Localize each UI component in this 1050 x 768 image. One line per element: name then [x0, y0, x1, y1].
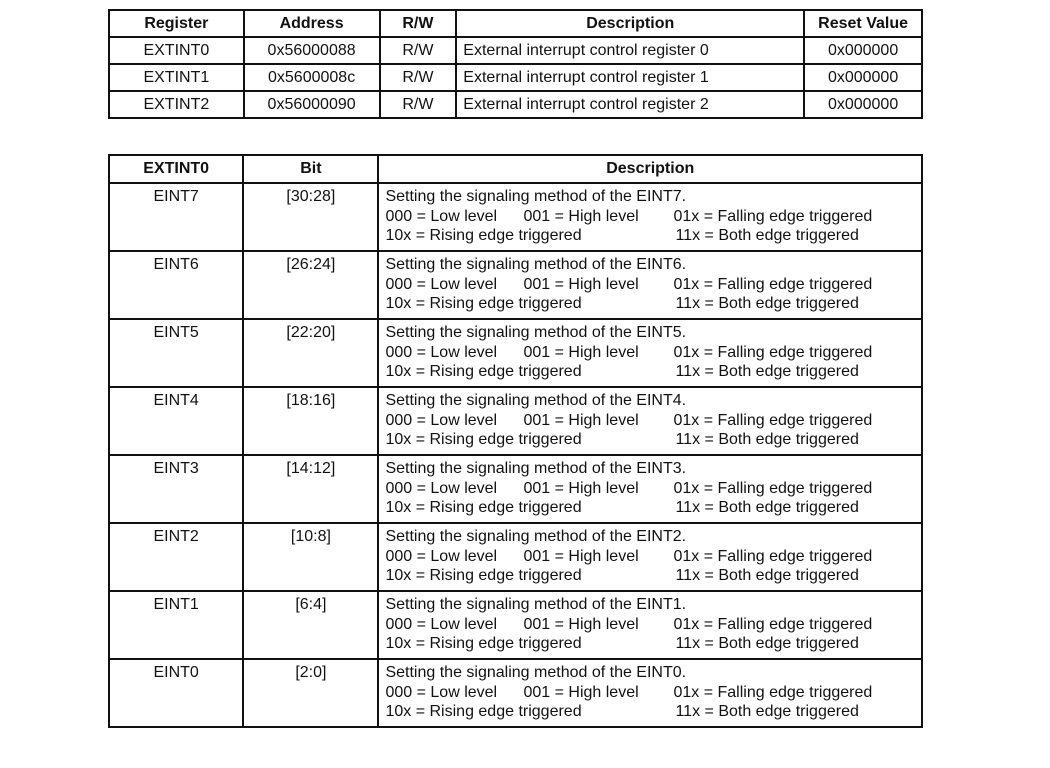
description-options-2	[385, 566, 921, 586]
bit-description	[378, 251, 922, 319]
option-falling-edge: 01x = Falling edge triggered	[673, 547, 873, 565]
description-options-2	[385, 430, 921, 450]
option-both-edge: 11x = Both edge triggered	[675, 431, 859, 448]
eint-name: EINT5	[109, 319, 243, 387]
header-register: Register	[109, 10, 244, 37]
register-name: EXTINT1	[109, 64, 244, 91]
table-row	[109, 659, 922, 727]
bit-description	[378, 659, 922, 727]
bit-range: [18:16]	[243, 387, 378, 455]
bit-range: [30:28]	[243, 183, 378, 251]
option-rising-edge: 10x = Rising edge triggered	[385, 363, 582, 380]
option-high-level: 001 = High level	[523, 547, 639, 565]
description-options-1	[385, 207, 921, 227]
bit-description	[378, 387, 922, 455]
table-row	[109, 251, 922, 319]
header-reset-value: Reset Value	[804, 10, 922, 37]
table-row	[109, 591, 922, 659]
option-both-edge: 11x = Both edge triggered	[675, 499, 859, 516]
header-address: Address	[244, 10, 380, 37]
option-falling-edge: 01x = Falling edge triggered	[673, 343, 873, 361]
option-rising-edge: 10x = Rising edge triggered	[385, 635, 582, 652]
description-title: Setting the signaling method of the EINT6.	[385, 256, 687, 273]
header-description: Description	[456, 10, 804, 37]
bit-description	[378, 523, 922, 591]
bit-description	[378, 319, 922, 387]
bit-field-table	[108, 154, 923, 728]
table-row	[109, 387, 922, 455]
description-options-2	[385, 634, 921, 654]
option-falling-edge: 01x = Falling edge triggered	[673, 275, 873, 293]
register-reset-value: 0x000000	[804, 64, 922, 91]
description-title: Setting the signaling method of the EINT1.	[385, 596, 687, 613]
option-both-edge: 11x = Both edge triggered	[675, 363, 859, 380]
option-rising-edge: 10x = Rising edge triggered	[385, 227, 582, 244]
description-title: Setting the signaling method of the EINT4.	[385, 392, 687, 409]
bit-description	[378, 591, 922, 659]
option-falling-edge: 01x = Falling edge triggered	[673, 207, 873, 225]
header-rw: R/W	[380, 10, 457, 37]
description-options-1	[385, 479, 921, 499]
table-row	[109, 183, 922, 251]
eint-name: EINT4	[109, 387, 243, 455]
bit-range: [26:24]	[243, 251, 378, 319]
option-falling-edge: 01x = Falling edge triggered	[673, 683, 873, 701]
option-rising-edge: 10x = Rising edge triggered	[385, 295, 582, 312]
register-rw: R/W	[380, 64, 457, 91]
option-both-edge: 11x = Both edge triggered	[675, 635, 859, 652]
bit-description	[378, 455, 922, 523]
option-high-level: 001 = High level	[523, 683, 639, 701]
option-falling-edge: 01x = Falling edge triggered	[673, 615, 873, 633]
register-reset-value: 0x000000	[804, 37, 922, 64]
description-options-2	[385, 362, 921, 382]
option-both-edge: 11x = Both edge triggered	[675, 703, 859, 720]
register-description: External interrupt control register 0	[456, 37, 804, 64]
description-title: Setting the signaling method of the EINT0.	[385, 664, 687, 681]
eint-name: EINT2	[109, 523, 243, 591]
option-low-level: 000 = Low level	[385, 207, 498, 225]
header-description: Description	[378, 155, 922, 183]
register-reset-value: 0x000000	[804, 91, 922, 118]
eint-name: EINT0	[109, 659, 243, 727]
header-bit: Bit	[243, 155, 378, 183]
header-extint0: EXTINT0	[109, 155, 243, 183]
option-low-level: 000 = Low level	[385, 615, 498, 633]
eint-name: EINT7	[109, 183, 243, 251]
eint-name: EINT1	[109, 591, 243, 659]
option-high-level: 001 = High level	[523, 411, 639, 429]
register-address: 0x56000088	[244, 37, 380, 64]
register-rw: R/W	[380, 91, 457, 118]
table-row	[109, 319, 922, 387]
table-row	[109, 91, 922, 118]
option-rising-edge: 10x = Rising edge triggered	[385, 431, 582, 448]
description-title: Setting the signaling method of the EINT7.	[385, 188, 687, 205]
description-options-1	[385, 343, 921, 363]
bit-range: [10:8]	[243, 523, 378, 591]
eint-name: EINT3	[109, 455, 243, 523]
description-options-2	[385, 226, 921, 246]
bit-range: [22:20]	[243, 319, 378, 387]
description-options-1	[385, 547, 921, 567]
option-high-level: 001 = High level	[523, 207, 639, 225]
description-title: Setting the signaling method of the EINT3.	[385, 460, 687, 477]
table-row	[109, 455, 922, 523]
option-low-level: 000 = Low level	[385, 275, 498, 293]
register-table	[108, 9, 923, 119]
register-description: External interrupt control register 1	[456, 64, 804, 91]
register-table-header	[109, 10, 922, 37]
option-high-level: 001 = High level	[523, 615, 639, 633]
option-both-edge: 11x = Both edge triggered	[675, 227, 859, 244]
table-row	[109, 64, 922, 91]
bit-range: [6:4]	[243, 591, 378, 659]
option-low-level: 000 = Low level	[385, 411, 498, 429]
table-row	[109, 37, 922, 64]
table-row	[109, 523, 922, 591]
register-name: EXTINT0	[109, 37, 244, 64]
option-both-edge: 11x = Both edge triggered	[675, 567, 859, 584]
description-options-1	[385, 615, 921, 635]
bit-range: [2:0]	[243, 659, 378, 727]
bit-range: [14:12]	[243, 455, 378, 523]
option-low-level: 000 = Low level	[385, 547, 498, 565]
description-title: Setting the signaling method of the EINT5.	[385, 324, 687, 341]
option-high-level: 001 = High level	[523, 343, 639, 361]
description-options-1	[385, 275, 921, 295]
register-rw: R/W	[380, 37, 457, 64]
option-high-level: 001 = High level	[523, 275, 639, 293]
description-options-2	[385, 294, 921, 314]
option-high-level: 001 = High level	[523, 479, 639, 497]
option-falling-edge: 01x = Falling edge triggered	[673, 411, 873, 429]
option-rising-edge: 10x = Rising edge triggered	[385, 499, 582, 516]
option-falling-edge: 01x = Falling edge triggered	[673, 479, 873, 497]
bit-table-header	[109, 155, 922, 183]
register-name: EXTINT2	[109, 91, 244, 118]
description-options-2	[385, 702, 921, 722]
register-address: 0x5600008c	[244, 64, 380, 91]
bit-description	[378, 183, 922, 251]
option-low-level: 000 = Low level	[385, 683, 498, 701]
option-both-edge: 11x = Both edge triggered	[675, 295, 859, 312]
description-title: Setting the signaling method of the EINT2.	[385, 528, 687, 545]
option-low-level: 000 = Low level	[385, 479, 498, 497]
option-rising-edge: 10x = Rising edge triggered	[385, 567, 582, 584]
register-address: 0x56000090	[244, 91, 380, 118]
eint-name: EINT6	[109, 251, 243, 319]
description-options-1	[385, 683, 921, 703]
description-options-2	[385, 498, 921, 518]
option-rising-edge: 10x = Rising edge triggered	[385, 703, 582, 720]
description-options-1	[385, 411, 921, 431]
option-low-level: 000 = Low level	[385, 343, 498, 361]
register-description: External interrupt control register 2	[456, 91, 804, 118]
